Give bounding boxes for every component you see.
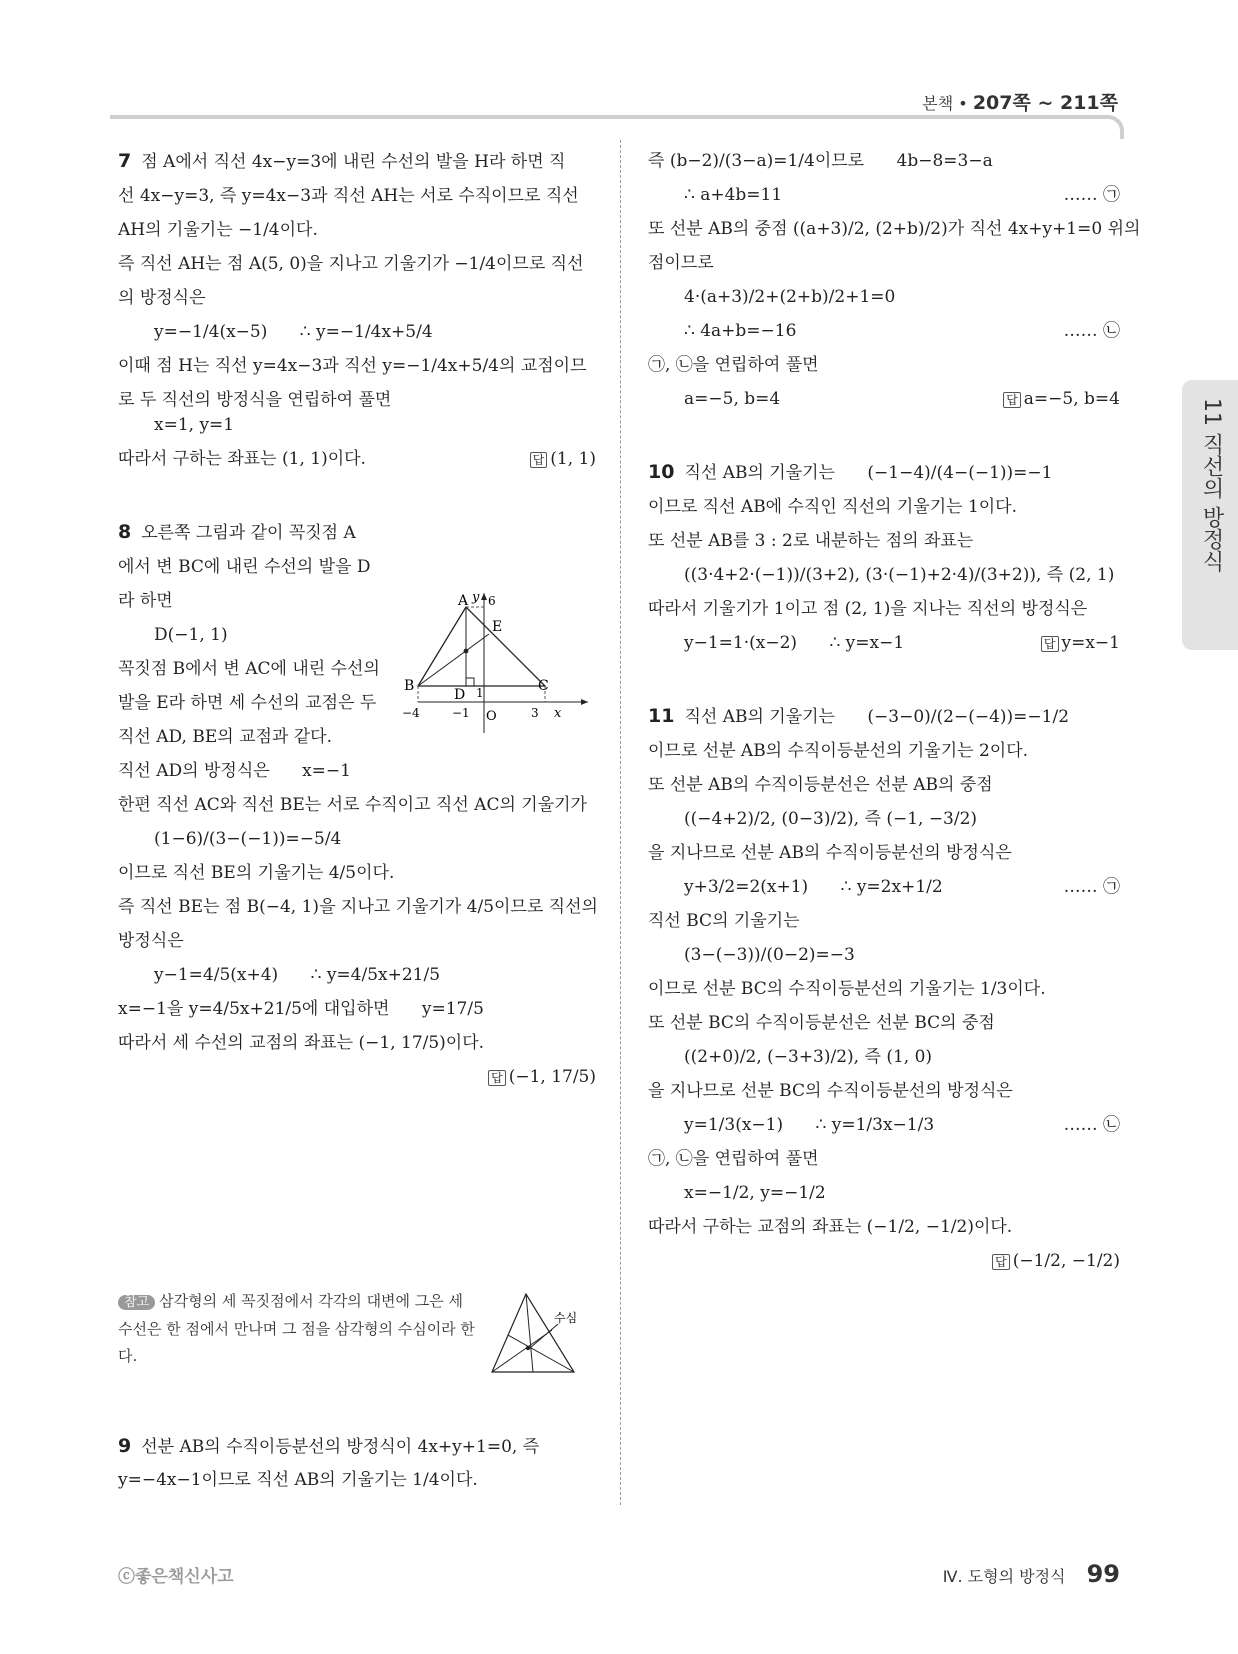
- equation-tag: …… ㉡: [1063, 321, 1120, 341]
- text-line: 오른쪽 그림과 같이 꼭짓점 A: [141, 523, 356, 543]
- text-line: 또 선분 BC의 수직이등분선은 선분 BC의 중점: [648, 1013, 995, 1033]
- page-number: 99: [1086, 1560, 1120, 1588]
- answer-value: y=x−1: [1061, 633, 1120, 653]
- answer-value: a=−5, b=4: [1023, 389, 1120, 409]
- text-line: y=−4x−1이므로 직선 AB의 기울기는 1/4이다.: [118, 1470, 478, 1490]
- text-line: 또 선분 AB의 중점 ((a+3)/2, (2+b)/2)가 직선 4x+y+1=0 위의: [648, 219, 1141, 239]
- text-line: 따라서 구하는 좌표는 (1, 1)이다.: [118, 449, 366, 469]
- problem-10: [648, 460, 1120, 656]
- text-line: 발을 E라 하면 세 수선의 교점은 두: [118, 693, 377, 713]
- answer: [648, 1249, 1120, 1275]
- text-line: 직선 AD의 방정식은 x=−1: [118, 761, 351, 781]
- note-text: 삼각형의 세 꼭짓점에서 각각의 대변에 그은 세 수선은 한 점에서 만나며 그 점을 삼각형의 수심이라 한다.: [118, 1292, 475, 1365]
- text-line: 이므로 직선 BE의 기울기는 4/5이다.: [118, 863, 395, 883]
- header-bullet: •: [958, 94, 968, 113]
- answer-mark: 답: [1003, 392, 1021, 408]
- label-A: A: [458, 593, 469, 609]
- equation: (1−6)/(3−(−1))=−5/4: [154, 829, 342, 849]
- label-E: E: [492, 619, 503, 635]
- text-line: ㉠, ㉡을 연립하여 풀면: [648, 1149, 819, 1169]
- answer-mark: 답: [992, 1254, 1010, 1270]
- chapter-side-tab: [1182, 380, 1238, 650]
- text-line: 점이므로: [648, 253, 714, 273]
- text-line: 방정식은: [118, 931, 184, 951]
- chapter-title: Ⅳ. 도형의 방정식: [942, 1567, 1066, 1586]
- problem-number: 11: [648, 705, 675, 727]
- text-line: 을 지나므로 선분 AB의 수직이등분선의 방정식은: [648, 843, 1012, 863]
- problem-number: 10: [648, 461, 675, 483]
- text-line: 라 하면: [118, 591, 173, 611]
- equation: y−1=1·(x−2) ∴ y=x−1: [684, 633, 905, 653]
- equation: ((2+0)/2, (−3+3)/2), 즉 (1, 0): [684, 1047, 933, 1067]
- equation: ∴ a+4b=11: [684, 185, 783, 205]
- answer-mark: 답: [1041, 636, 1059, 652]
- equation: (3−(−3))/(0−2)=−3: [684, 945, 855, 965]
- orthocenter-figure: [490, 1290, 600, 1380]
- text-line: 직선 AB의 기울기는 (−1−4)/(4−(−1))=−1: [684, 463, 1053, 483]
- equation-tag: …… ㉡: [1063, 1115, 1120, 1135]
- header-rule: [110, 115, 1124, 139]
- equation: y+3/2=2(x+1) ∴ y=2x+1/2: [684, 877, 943, 897]
- page-header: [922, 88, 1118, 115]
- triangle-orthocenter-figure: [402, 590, 598, 758]
- tick-minus-4: −4: [402, 706, 420, 720]
- problem-number: 9: [118, 1435, 132, 1457]
- problem-number: 7: [118, 150, 132, 172]
- text-line: 꼭짓점 B에서 변 AC에 내린 수선의: [118, 659, 380, 679]
- text-line: 을 지나므로 선분 BC의 수직이등분선의 방정식은: [648, 1081, 1013, 1101]
- text-line: 의 방정식은: [118, 288, 206, 308]
- equation: ∴ 4a+b=−16: [684, 321, 797, 341]
- answer: [1003, 387, 1120, 413]
- equation: x=−1/2, y=−1/2: [684, 1183, 826, 1203]
- text-line: 이므로 선분 AB의 수직이등분선의 기울기는 2이다.: [648, 741, 1029, 761]
- text-line: 선 4x−y=3, 즉 y=4x−3과 직선 AH는 서로 수직이므로 직선: [118, 186, 579, 206]
- problem-11: [648, 704, 1120, 1275]
- text-line: 따라서 기울기가 1이고 점 (2, 1)을 지나는 직선의 방정식은: [648, 599, 1088, 619]
- right-column: [648, 140, 1141, 1275]
- problem-9: [118, 1430, 596, 1497]
- text-line: x=−1을 y=4/5x+21/5에 대입하면 y=17/5: [118, 999, 484, 1019]
- equation: y−1=4/5(x+4) ∴ y=4/5x+21/5: [154, 965, 441, 985]
- label-origin: O: [486, 709, 497, 724]
- text-line: 직선 AD, BE의 교점과 같다.: [118, 727, 333, 747]
- header-range: 207쪽 ~ 211쪽: [972, 92, 1118, 114]
- column-divider: [620, 140, 621, 1505]
- side-tab-label: 11 직선의 방정식: [1199, 398, 1224, 572]
- label-D: D: [454, 687, 466, 703]
- tick-minus-1: −1: [452, 706, 470, 720]
- problem-9-continued: [648, 149, 1141, 412]
- equation: ((3·4+2·(−1))/(3+2), (3·(−1)+2·4)/(3+2)), 즉 (2, 1): [684, 565, 1115, 585]
- label-y-axis: y: [472, 590, 480, 605]
- answer: [1041, 631, 1120, 657]
- text-line: 점 A에서 직선 4x−y=3에 내린 수선의 발을 H라 하면 직: [141, 152, 566, 172]
- text-line: 로 두 직선의 방정식을 연립하여 풀면: [118, 390, 392, 410]
- equation-tag: …… ㉠: [1063, 877, 1120, 897]
- text-line: 즉 직선 AH는 점 A(5, 0)을 지나고 기울기가 −1/4이므로 직선: [118, 254, 584, 274]
- text-line: 직선 AB의 기울기는 (−3−0)/(2−(−4))=−1/2: [684, 707, 1070, 727]
- tick-6: 6: [488, 594, 496, 608]
- answer-mark: 답: [530, 452, 548, 468]
- equation: x=1, y=1: [154, 415, 235, 435]
- text-line: 에서 변 BC에 내린 수선의 발을 D: [118, 557, 371, 577]
- text-line: AH의 기울기는 −1/4이다.: [118, 220, 318, 240]
- answer-value: (1, 1): [550, 449, 596, 469]
- text-line: ㉠, ㉡을 연립하여 풀면: [648, 355, 819, 375]
- text-line: 즉 (b−2)/(3−a)=1/4이므로 4b−8=3−a: [648, 151, 993, 171]
- reference-note: [118, 1288, 478, 1370]
- answer: [118, 1065, 596, 1091]
- equation: a=−5, b=4: [684, 389, 781, 409]
- answer-value: (−1/2, −1/2): [1012, 1251, 1120, 1271]
- header-label: 본책: [922, 94, 954, 113]
- text-line: 따라서 구하는 교점의 좌표는 (−1/2, −1/2)이다.: [648, 1217, 1013, 1237]
- text-line: 이므로 직선 AB에 수직인 직선의 기울기는 1이다.: [648, 497, 1018, 517]
- page-footer: [943, 1560, 1120, 1588]
- text-line: 또 선분 AB를 3 : 2로 내분하는 점의 좌표는: [648, 531, 974, 551]
- text-line: 즉 직선 BE는 점 B(−4, 1)을 지나고 기울기가 4/5이므로 직선의: [118, 897, 598, 917]
- label-B: B: [404, 678, 415, 694]
- text-line: 선분 AB의 수직이등분선의 방정식이 4x+y+1=0, 즉: [141, 1437, 540, 1457]
- text-line: 또 선분 AB의 수직이등분선은 선분 AB의 중점: [648, 775, 993, 795]
- note-tag: 참고: [118, 1295, 155, 1310]
- problem-7: [118, 149, 596, 472]
- publisher-logo: ⓒ좋은책신사고: [118, 1567, 234, 1587]
- equation: ((−4+2)/2, (0−3)/2), 즉 (−1, −3/2): [684, 809, 978, 829]
- problem-number: 8: [118, 521, 132, 543]
- equation: 4·(a+3)/2+(2+b)/2+1=0: [684, 287, 896, 307]
- answer-mark: 답: [488, 1070, 506, 1086]
- label-C: C: [538, 678, 549, 694]
- text-line: 직선 BC의 기울기는: [648, 911, 800, 931]
- equation: y=1/3(x−1) ∴ y=1/3x−1/3: [684, 1115, 935, 1135]
- text-line: 이므로 선분 BC의 수직이등분선의 기울기는 1/3이다.: [648, 979, 1046, 999]
- text-line: 따라서 세 수선의 교점의 좌표는 (−1, 17/5)이다.: [118, 1033, 485, 1053]
- text-line: 한편 직선 AC와 직선 BE는 서로 수직이고 직선 AC의 기울기가: [118, 795, 587, 815]
- equation: y=−1/4(x−5) ∴ y=−1/4x+5/4: [154, 322, 433, 342]
- text-line: 이때 점 H는 직선 y=4x−3과 직선 y=−1/4x+5/4의 교점이므: [118, 356, 587, 376]
- equation: D(−1, 1): [154, 625, 228, 645]
- label-x-axis: x: [554, 706, 562, 721]
- tick-3: 3: [531, 706, 539, 720]
- answer-value: (−1, 17/5): [508, 1067, 596, 1087]
- answer: [530, 447, 596, 473]
- equation-tag: …… ㉠: [1063, 185, 1120, 205]
- tick-1: 1: [476, 686, 484, 700]
- orthocenter-label: 수심: [554, 1311, 578, 1325]
